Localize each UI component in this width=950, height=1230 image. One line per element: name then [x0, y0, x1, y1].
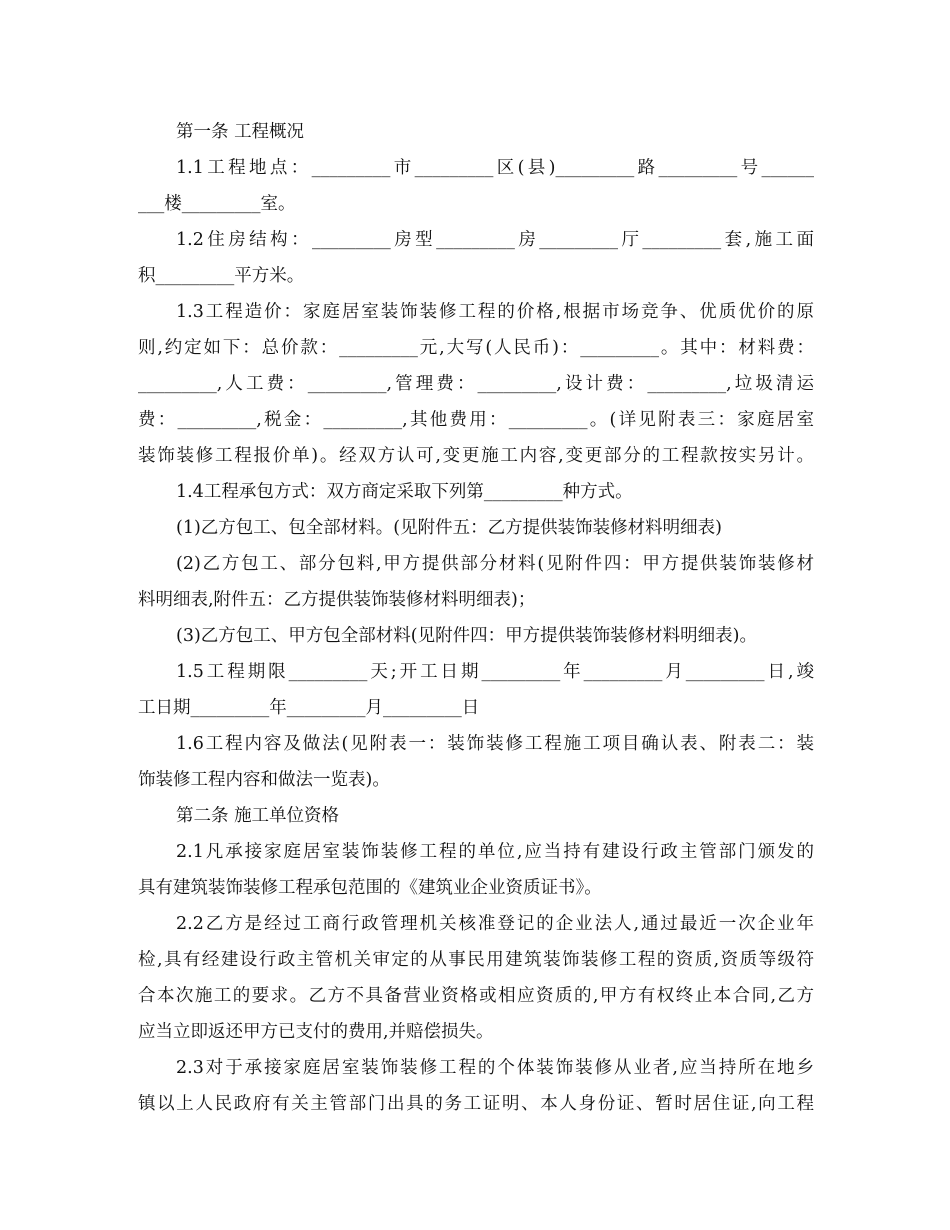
- text-line: _________,人工费：_________,管理费：_________,设计费：_________,垃圾清运: [138, 374, 814, 394]
- text-line: 1.3工程造价：家庭居室装饰装修工程的价格,根据市场竞争、优质优价的原: [176, 302, 814, 322]
- text-line: 2.1凡承接家庭居室装饰装修工程的单位,应当持有建设行政主管部门颁发的: [176, 842, 814, 862]
- text-line: 费：_________,税金：_________,其他费用：_________。(详见附表三：家庭居室: [138, 410, 814, 430]
- text-line: 料明细表,附件五：乙方提供装饰装修材料明细表)；: [138, 590, 536, 610]
- document-body: [138, 117, 814, 1125]
- text-line: 积_________平方米。: [138, 266, 305, 286]
- text-line: 2.3对于承接家庭居室装饰装修工程的个体装饰装修从业者,应当持所在地乡: [176, 1058, 814, 1078]
- text-line: 则,约定如下：总价款：_________元,大写(人民币)：_________。其中：材料费：: [138, 338, 814, 358]
- text-line: 镇以上人民政府有关主管部门出具的务工证明、本人身份证、暂时居住证,向工程: [138, 1094, 814, 1114]
- text-line: 1.5工程期限_________天;开工日期_________年_________月_________日,竣: [176, 662, 814, 682]
- text-line: 饰装修工程内容和做法一览表)。: [138, 770, 390, 790]
- text-line: 1.1工程地点：_________市_________区(县)_________路_________号______: [176, 158, 814, 178]
- text-line: 1.4工程承包方式：双方商定采取下列第_________种方式。: [176, 482, 633, 502]
- text-line: 具有建筑装饰装修工程承包范围的《建筑业企业资质证书》。: [138, 878, 602, 898]
- text-line: 检,具有经建设行政主管机关审定的从事民用建筑装饰装修工程的资质,资质等级符: [138, 950, 814, 970]
- text-line: 第一条 工程概况: [176, 122, 305, 142]
- text-line: ___楼_________室。: [138, 194, 296, 214]
- text-line: 应当立即返还甲方已支付的费用,并赔偿损失。: [138, 1022, 494, 1042]
- text-line: 装饰装修工程报价单)。经双方认可,变更施工内容,变更部分的工程款按实另计。: [138, 446, 814, 466]
- text-line: 1.6工程内容及做法(见附表一：装饰装修工程施工项目确认表、附表二：装: [176, 734, 814, 754]
- text-line: 合本次施工的要求。乙方不具备营业资格或相应资质的,甲方有权终止本合同,乙方: [138, 986, 814, 1006]
- text-line: 第二条 施工单位资格: [176, 806, 340, 826]
- text-line: 工日期_________年_________月_________日: [138, 698, 480, 718]
- text-line: 1.2住房结构：_________房型_________房_________厅_________套,施工面: [176, 230, 814, 250]
- text-line: 2.2乙方是经过工商行政管理机关核准登记的企业法人,通过最近一次企业年: [176, 914, 814, 934]
- text-line: (1)乙方包工、包全部材料。(见附件五：乙方提供装饰装修材料明细表): [176, 518, 722, 538]
- text-line: (2)乙方包工、部分包料,甲方提供部分材料(见附件四：甲方提供装饰装修材: [176, 554, 814, 574]
- text-line: (3)乙方包工、甲方包全部材料(见附件四：甲方提供装饰装修材料明细表)。: [176, 626, 757, 646]
